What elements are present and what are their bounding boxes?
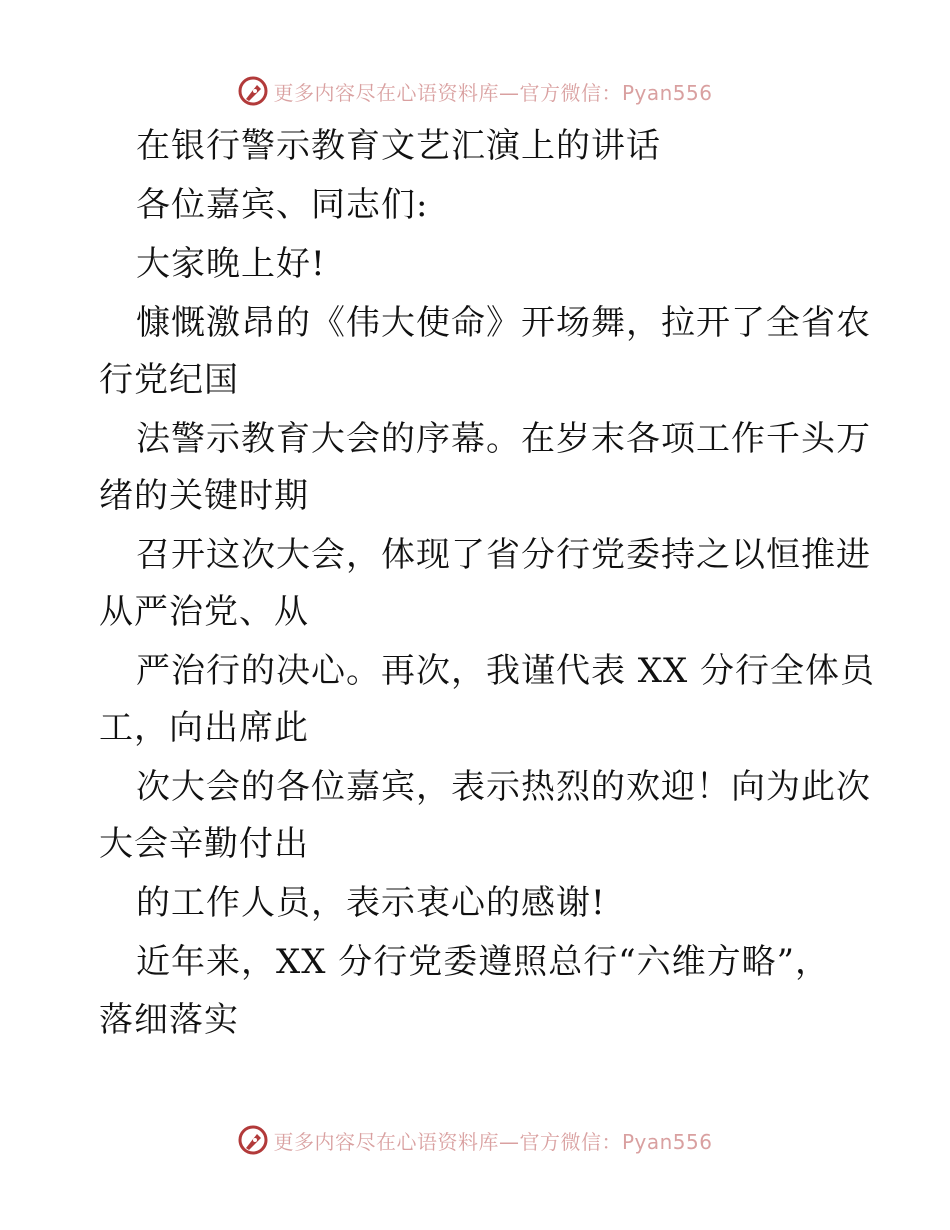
document-title: 在银行警示教育文艺汇演上的讲话 [136,126,661,166]
paragraph-line: 法警示教育大会的序幕。在岁末各项工作千头万 [136,419,871,459]
greeting: 大家晚上好! [136,244,326,284]
pen-nib-logo-icon [237,1124,269,1156]
watermark-text: 更多内容尽在心语资料库—官方微信：Pyan556 [273,1129,713,1154]
paragraph-line: 次大会的各位嘉宾，表示热烈的欢迎！向为此次 [136,767,871,807]
paragraph-line: 绪的关键时期 [99,476,309,516]
paragraph-line: 召开这次大会，体现了省分行党委持之以恒推进 [136,535,871,575]
paragraph-line: 近年来，XX 分行党委遵照总行“六维方略”， [136,942,830,982]
paragraph-line: 慷慨激昂的《伟大使命》开场舞，拉开了全省农 [136,303,871,343]
paragraph-line: 严治行的决心。再次，我谨代表 XX 分行全体员 [136,651,876,691]
paragraph-line: 大会辛勤付出 [99,824,309,864]
watermark-text: 更多内容尽在心语资料库—官方微信：Pyan556 [273,80,713,105]
salutation: 各位嘉宾、同志们: [136,185,429,225]
watermark-footer [0,1120,950,1160]
paragraph-line: 的工作人员，表示衷心的感谢! [136,883,606,923]
paragraph-line: 从严治党、从 [99,592,309,632]
paragraph-line: 行党纪国 [99,360,239,400]
paragraph-line: 落细落实 [99,1000,239,1040]
paragraph-line: 工，向出席此 [99,708,309,748]
